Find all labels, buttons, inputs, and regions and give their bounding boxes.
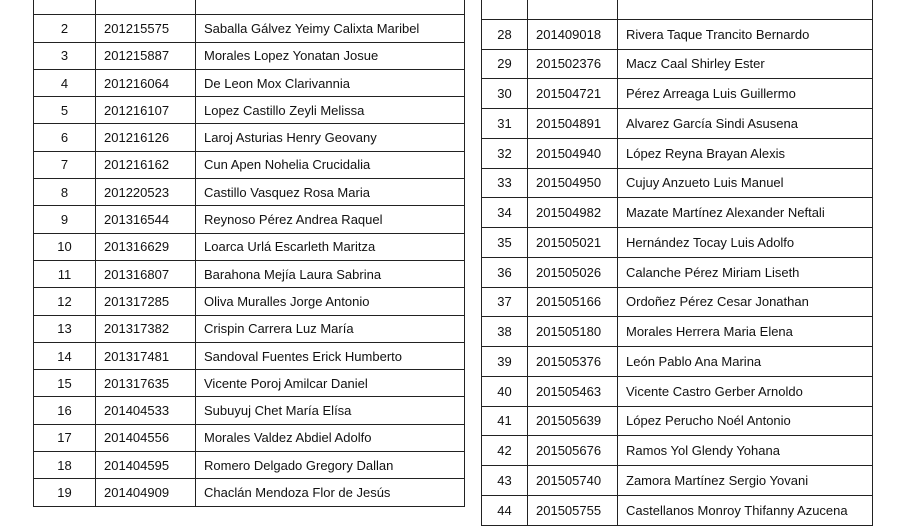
row-number-cell: 3 — [34, 42, 96, 69]
row-number-cell: 44 — [482, 495, 528, 525]
student-name-cell: Macz Caal Shirley Ester — [618, 49, 873, 79]
row-number-cell: 43 — [482, 466, 528, 496]
student-id-cell: 201317481 — [96, 342, 196, 369]
row-number-cell: 34 — [482, 198, 528, 228]
student-id-cell: 201505463 — [528, 376, 618, 406]
student-id-cell: 201317285 — [96, 288, 196, 315]
student-name-cell: Loarca Urlá Escarleth Maritza — [196, 233, 465, 260]
student-name-cell: Saballa Gálvez Yeimy Calixta Maribel — [196, 15, 465, 42]
right-table-body — [482, 0, 873, 525]
student-name-cell: Rivera Taque Trancito Bernardo — [618, 19, 873, 49]
row-number-cell: 38 — [482, 317, 528, 347]
row-number-cell: 13 — [34, 315, 96, 342]
table-row — [482, 109, 873, 139]
row-number-cell: 41 — [482, 406, 528, 436]
table-row — [482, 198, 873, 228]
table-row — [34, 397, 465, 424]
student-name-cell: Barahona Mejía Laura Sabrina — [196, 260, 465, 287]
student-name-cell: Subuyuj Chet María Elísa — [196, 397, 465, 424]
student-name-cell: Vicente Poroj Amilcar Daniel — [196, 370, 465, 397]
student-id-cell: 201404533 — [96, 397, 196, 424]
row-number-cell: 32 — [482, 138, 528, 168]
student-id-cell: 201502376 — [528, 49, 618, 79]
student-name-cell: Morales Herrera Maria Elena — [618, 317, 873, 347]
student-name-cell: Pérez Arreaga Luis Guillermo — [618, 79, 873, 109]
student-name-cell: López Reyna Brayan Alexis — [618, 138, 873, 168]
table-row — [34, 151, 465, 178]
student-name-cell: Vicente Castro Gerber Arnoldo — [618, 376, 873, 406]
student-name-cell: Hernández Tocay Luis Adolfo — [618, 228, 873, 258]
row-number-cell: 30 — [482, 79, 528, 109]
row-number-cell: 33 — [482, 168, 528, 198]
row-number-cell: 16 — [34, 397, 96, 424]
student-id-cell: 201505755 — [528, 495, 618, 525]
row-number-cell: 17 — [34, 424, 96, 451]
table-row — [34, 69, 465, 96]
row-number-cell: 14 — [34, 342, 96, 369]
student-id-cell: 201216064 — [96, 69, 196, 96]
student-name-cell: Morales Lopez Yonatan Josue — [196, 42, 465, 69]
row-number-cell: 4 — [34, 69, 96, 96]
student-name-cell: López Perucho Noél Antonio — [618, 406, 873, 436]
row-number-cell: 36 — [482, 257, 528, 287]
student-id-cell: 201216126 — [96, 124, 196, 151]
student-id-cell — [528, 0, 618, 19]
student-id-cell: 201316807 — [96, 260, 196, 287]
row-number-cell: 18 — [34, 452, 96, 479]
row-number-cell: 37 — [482, 287, 528, 317]
table-row — [34, 0, 465, 15]
row-number-cell: 7 — [34, 151, 96, 178]
student-id-cell: 201504982 — [528, 198, 618, 228]
student-name-cell: Chaclán Mendoza Flor de Jesús — [196, 479, 465, 506]
table-row — [482, 19, 873, 49]
student-name-cell: Cun Apen Nohelia Crucidalia — [196, 151, 465, 178]
student-id-cell: 201505740 — [528, 466, 618, 496]
student-name-cell: Lopez Castillo Zeyli Melissa — [196, 97, 465, 124]
table-row — [34, 42, 465, 69]
student-name-cell: Ordoñez Pérez Cesar Jonathan — [618, 287, 873, 317]
student-id-cell: 201504940 — [528, 138, 618, 168]
row-number-cell: 11 — [34, 260, 96, 287]
student-id-cell: 201216107 — [96, 97, 196, 124]
student-name-cell: Alvarez García Sindi Asusena — [618, 109, 873, 139]
student-id-cell: 201215575 — [96, 15, 196, 42]
student-id-cell: 201404909 — [96, 479, 196, 506]
student-name-cell: Castillo Vasquez Rosa Maria — [196, 179, 465, 206]
student-id-cell: 201215887 — [96, 42, 196, 69]
row-number-cell: 29 — [482, 49, 528, 79]
table-row — [34, 260, 465, 287]
student-name-cell: Crispin Carrera Luz María — [196, 315, 465, 342]
table-row — [482, 406, 873, 436]
row-number-cell: 5 — [34, 97, 96, 124]
row-number-cell: 8 — [34, 179, 96, 206]
table-row — [482, 317, 873, 347]
table-row — [482, 49, 873, 79]
row-number-cell: 12 — [34, 288, 96, 315]
student-id-cell: 201505021 — [528, 228, 618, 258]
table-row — [34, 452, 465, 479]
table-row — [482, 436, 873, 466]
student-id-cell: 201404595 — [96, 452, 196, 479]
student-name-cell: Castellanos Monroy Thifanny Azucena — [618, 495, 873, 525]
row-number-cell: 19 — [34, 479, 96, 506]
student-id-cell: 201216162 — [96, 151, 196, 178]
row-number-cell: 39 — [482, 347, 528, 377]
row-number-cell: 28 — [482, 19, 528, 49]
table-row — [34, 97, 465, 124]
student-id-cell: 201505639 — [528, 406, 618, 436]
student-name-cell: Ramos Yol Glendy Yohana — [618, 436, 873, 466]
student-id-cell: 201317382 — [96, 315, 196, 342]
table-row — [482, 257, 873, 287]
table-row — [482, 79, 873, 109]
student-id-cell: 201316629 — [96, 233, 196, 260]
table-row — [34, 424, 465, 451]
table-row — [34, 179, 465, 206]
student-name-cell: Sandoval Fuentes Erick Humberto — [196, 342, 465, 369]
table-row — [482, 228, 873, 258]
student-name-cell: Morales Valdez Abdiel Adolfo — [196, 424, 465, 451]
student-name-cell: Mazate Martínez Alexander Neftali — [618, 198, 873, 228]
student-id-cell: 201505026 — [528, 257, 618, 287]
table-row — [482, 287, 873, 317]
student-id-cell: 201505166 — [528, 287, 618, 317]
student-name-cell — [196, 0, 465, 15]
student-name-cell: León Pablo Ana Marina — [618, 347, 873, 377]
table-row — [34, 315, 465, 342]
student-name-cell: De Leon Mox Clarivannia — [196, 69, 465, 96]
table-row — [34, 233, 465, 260]
table-row — [34, 370, 465, 397]
student-name-cell: Laroj Asturias Henry Geovany — [196, 124, 465, 151]
student-name-cell — [618, 0, 873, 19]
student-id-cell: 201220523 — [96, 179, 196, 206]
table-row — [34, 124, 465, 151]
student-id-cell: 201504891 — [528, 109, 618, 139]
student-id-cell: 201317635 — [96, 370, 196, 397]
student-id-cell: 201504950 — [528, 168, 618, 198]
table-row — [482, 138, 873, 168]
table-row — [34, 479, 465, 506]
table-row — [482, 376, 873, 406]
student-id-cell: 201505676 — [528, 436, 618, 466]
student-id-cell: 201505376 — [528, 347, 618, 377]
row-number-cell: 2 — [34, 15, 96, 42]
row-number-cell: 15 — [34, 370, 96, 397]
table-row — [34, 288, 465, 315]
student-name-cell: Zamora Martínez Sergio Yovani — [618, 466, 873, 496]
student-name-cell: Romero Delgado Gregory Dallan — [196, 452, 465, 479]
row-number-cell: 9 — [34, 206, 96, 233]
row-number-cell: 35 — [482, 228, 528, 258]
student-id-cell: 201504721 — [528, 79, 618, 109]
row-number-cell — [34, 0, 96, 15]
row-number-cell: 42 — [482, 436, 528, 466]
table-row — [34, 206, 465, 233]
row-number-cell: 10 — [34, 233, 96, 260]
table-row — [482, 0, 873, 19]
row-number-cell: 31 — [482, 109, 528, 139]
row-number-cell: 40 — [482, 376, 528, 406]
student-id-cell: 201409018 — [528, 19, 618, 49]
student-name-cell: Oliva Muralles Jorge Antonio — [196, 288, 465, 315]
student-id-cell: 201505180 — [528, 317, 618, 347]
student-id-cell — [96, 0, 196, 15]
student-id-cell: 201316544 — [96, 206, 196, 233]
row-number-cell — [482, 0, 528, 19]
student-id-cell: 201404556 — [96, 424, 196, 451]
row-number-cell: 6 — [34, 124, 96, 151]
student-name-cell: Cujuy Anzueto Luis Manuel — [618, 168, 873, 198]
student-roster-table-right — [481, 0, 873, 526]
table-row — [482, 168, 873, 198]
table-row — [482, 466, 873, 496]
left-table-body — [34, 0, 465, 506]
table-row — [34, 342, 465, 369]
table-row — [34, 15, 465, 42]
student-name-cell: Reynoso Pérez Andrea Raquel — [196, 206, 465, 233]
table-row — [482, 347, 873, 377]
student-name-cell: Calanche Pérez Miriam Liseth — [618, 257, 873, 287]
student-roster-table-left — [33, 0, 465, 507]
